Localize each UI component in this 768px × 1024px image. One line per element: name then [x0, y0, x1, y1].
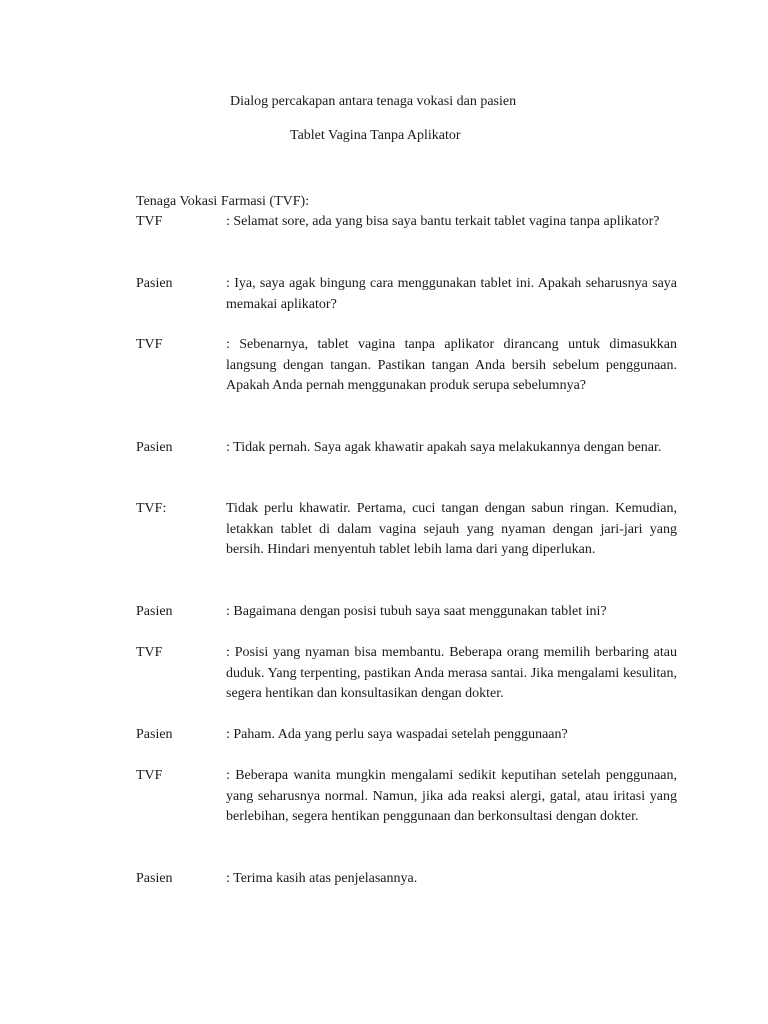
utterance-text: : Sebenarnya, tablet vagina tanpa aplikator dirancang untuk dimasukkan langsung dengan tangan. Pastikan tangan Anda bersih sebelum penggunaan. Apakah Anda pernah menggunakan produk serupa sebelumnya? [226, 337, 677, 393]
utterance-text: : Bagaimana dengan posisi tubuh saya saat menggunakan tablet ini? [226, 604, 607, 619]
dialog-turn [136, 499, 677, 561]
speaker-label: TVF: [136, 501, 167, 516]
dialog-turn [136, 602, 677, 623]
utterance-text: : Tidak pernah. Saya agak khawatir apakah saya melakukannya dengan benar. [226, 440, 662, 455]
document-subtitle: Tablet Vagina Tanpa Aplikator [290, 128, 461, 143]
section-heading: Tenaga Vokasi Farmasi (TVF): [136, 194, 310, 209]
utterance-text: : Selamat sore, ada yang bisa saya bantu terkait tablet vagina tanpa aplikator? [226, 214, 660, 229]
dialog-turn [136, 438, 677, 459]
speaker-label: TVF [136, 214, 163, 229]
dialog-turn [136, 869, 677, 890]
speaker-label: Pasien [136, 440, 173, 455]
document-title: Dialog percakapan antara tenaga vokasi dan pasien [230, 94, 517, 109]
dialog-turn [136, 274, 677, 315]
dialog-turn [136, 725, 677, 746]
speaker-label: Pasien [136, 604, 173, 619]
utterance-text: : Beberapa wanita mungkin mengalami sedikit keputihan setelah penggunaan, yang seharusnya normal. Namun, jika ada reaksi alergi, gatal, atau iritasi yang berlebihan, segera hentikan penggunaan dan berkonsultasi dengan dokter. [226, 768, 677, 824]
speaker-label: Pasien [136, 871, 173, 886]
utterance-text: : Terima kasih atas penjelasannya. [226, 871, 418, 886]
speaker-label: Pasien [136, 727, 173, 742]
utterance-text: : Posisi yang nyaman bisa membantu. Beberapa orang memilih berbaring atau duduk. Yang terpenting, pastikan Anda merasa santai. Jika mengalami kesulitan, segera hentikan dan konsultasikan dengan dokter. [226, 645, 677, 701]
dialog-turn [136, 335, 677, 397]
utterance-text: Tidak perlu khawatir. Pertama, cuci tangan dengan sabun ringan. Kemudian, letakkan tablet di dalam vagina sejauh yang nyaman dengan jari-jari yang bersih. Hindari menyentuh tablet lebih lama dari yang diperlukan. [226, 501, 677, 557]
speaker-label: Pasien [136, 276, 173, 291]
dialog-turn [136, 643, 677, 705]
dialog-turn [136, 766, 677, 828]
speaker-label: TVF [136, 768, 163, 783]
utterance-text: : Paham. Ada yang perlu saya waspadai setelah penggunaan? [226, 727, 568, 742]
dialog-turn [136, 212, 677, 233]
utterance-text: : Iya, saya agak bingung cara menggunakan tablet ini. Apakah seharusnya saya memakai aplikator? [226, 276, 677, 312]
speaker-label: TVF [136, 645, 163, 660]
speaker-label: TVF [136, 337, 163, 352]
